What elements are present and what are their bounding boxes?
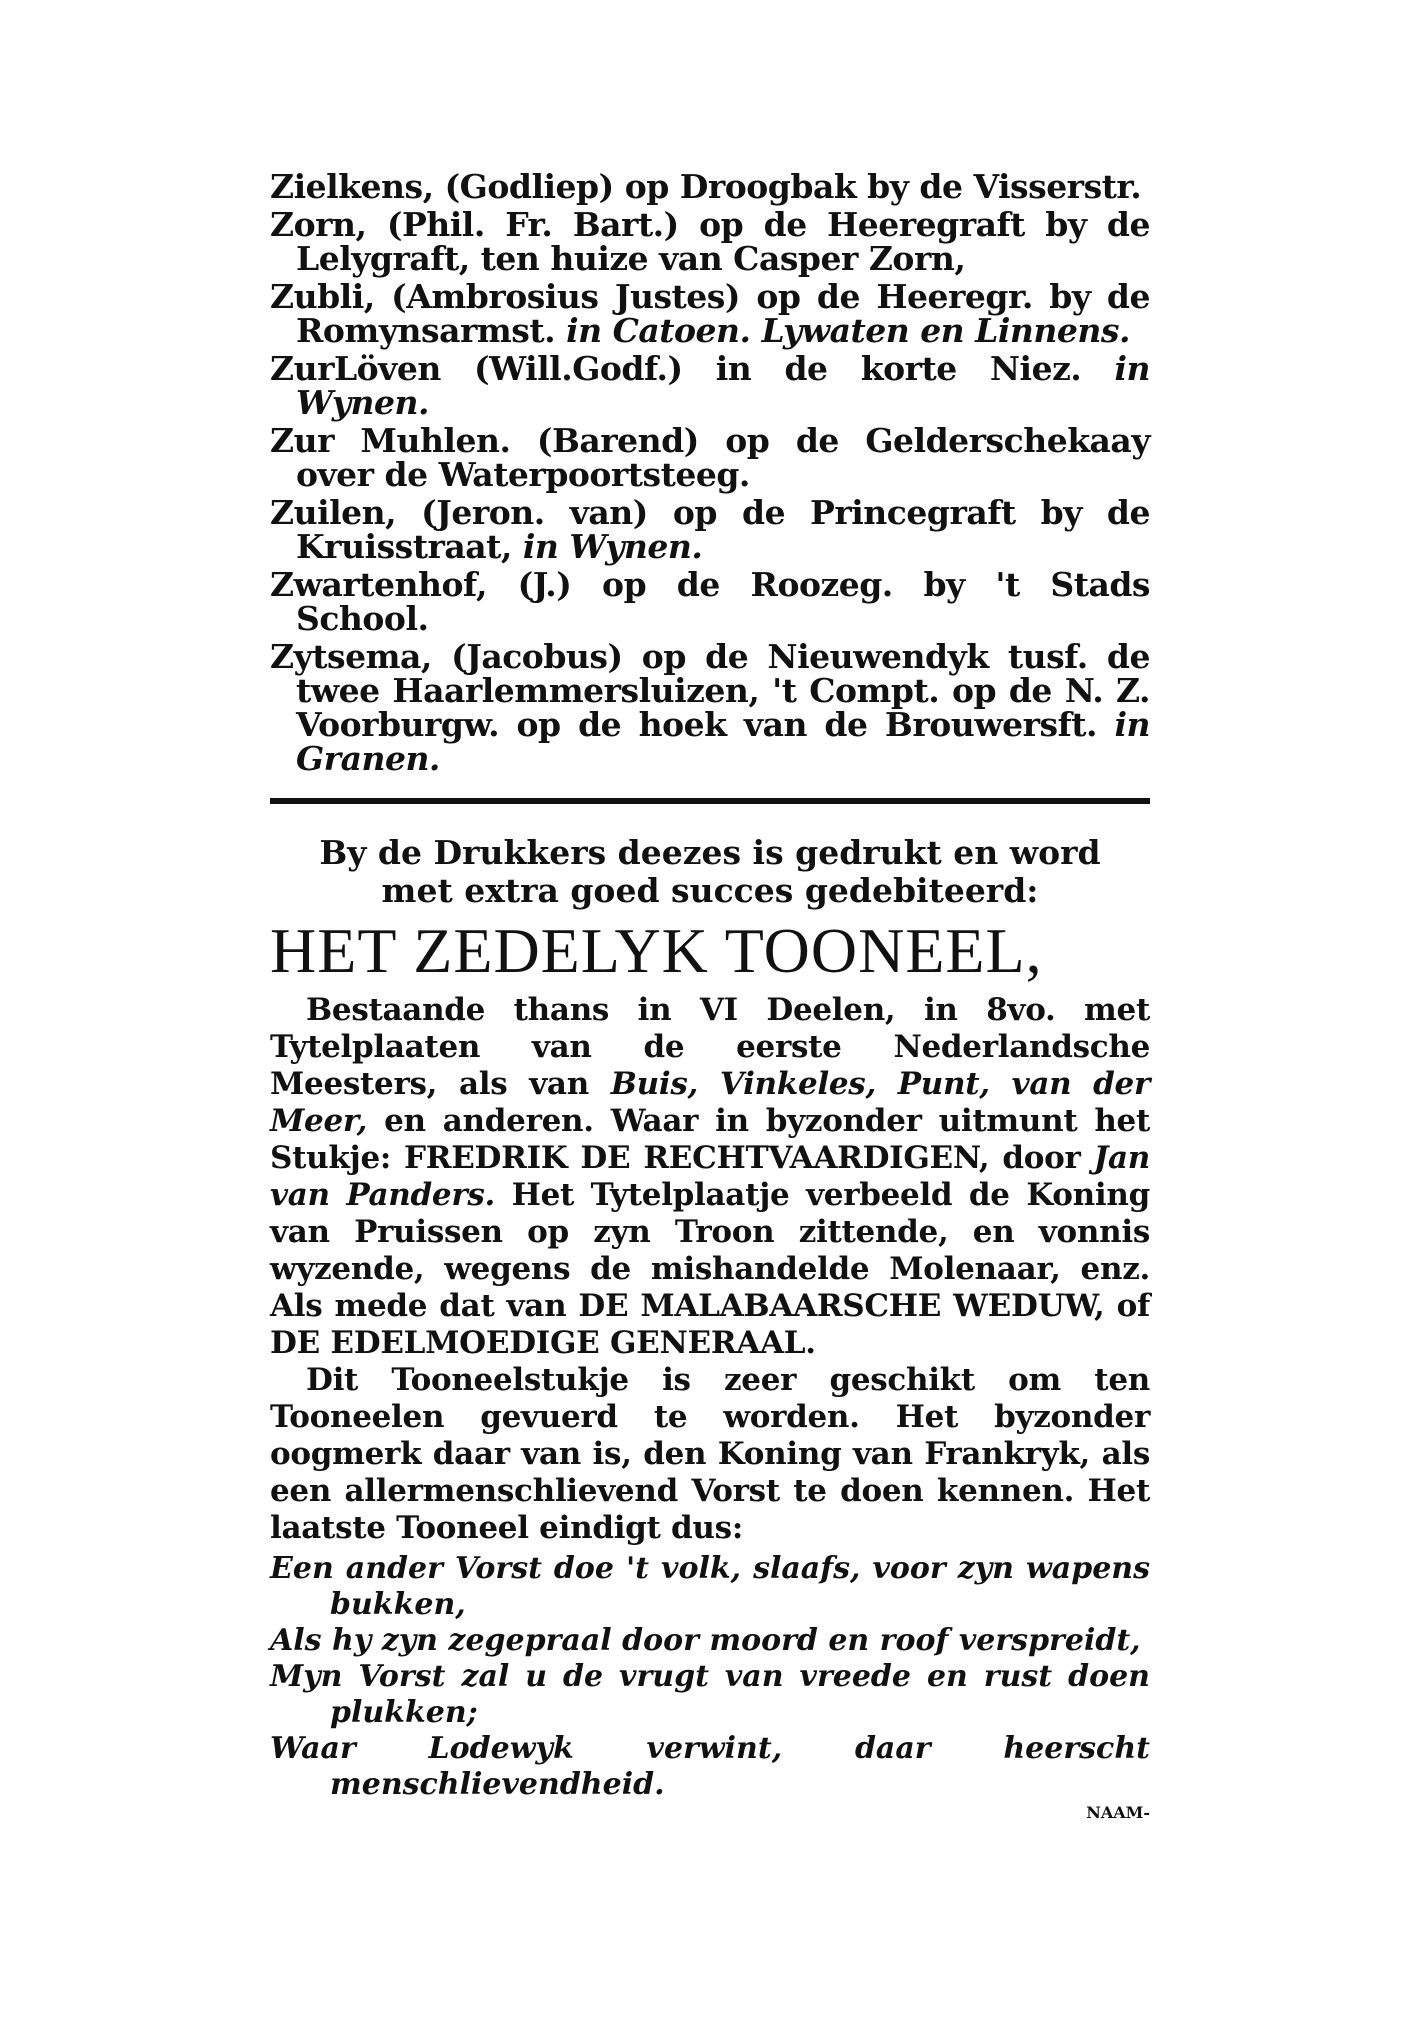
entry-trade: in Wynen. xyxy=(296,349,1150,422)
entry-text: Zubli, (Ambrosius Justes) op de Heeregr. by de Romynsarmst. xyxy=(270,277,1150,350)
entry-trade: in Granen. xyxy=(296,705,1150,778)
verse xyxy=(270,1551,1150,1803)
entry-text: Zuilen, (Jeron. van) op de Princegraft by de Kruisstraat, xyxy=(270,493,1150,566)
catchword: NAAM- xyxy=(1086,1803,1150,1822)
list-entry xyxy=(270,493,1150,566)
entry-text: Zielkens, (Godliep) op Droogbak by de Visserstr. xyxy=(270,167,1142,206)
advert-artists: Buis, Vinkeles, Punt, van der Meer, xyxy=(270,1066,1150,1139)
address-list xyxy=(270,167,1150,778)
entry-text: Zorn, (Phil. Fr. Bart.) op de Heeregraft by de Lelygraft, ten huize van Casper Zorn, xyxy=(270,205,1150,278)
entry-text: ZurLöven (Will.Godf.) in de korte Niez. xyxy=(270,349,1115,388)
entry-text: Zytsema, (Jacobus) op de Nieuwendyk tusf. de twee Haarlemmersluizen, 't Compt. op de N. Z. Voorburgw. op de hoek van de Brouwersft. xyxy=(270,637,1150,744)
advert-intro: By de Drukkers deezes is gedrukt en word met extra goed succes gedebiteerd: xyxy=(319,833,1101,910)
advert-title: HET ZEDELYK TOONEEL, xyxy=(270,915,1043,986)
verse-line: Waar Lodewyk verwint, daar heerscht menschlievendheid. xyxy=(270,1731,1150,1802)
entry-trade: in Wynen. xyxy=(522,527,703,566)
section-divider xyxy=(270,798,1150,804)
list-entry xyxy=(270,421,1150,494)
list-entry xyxy=(270,349,1150,422)
list-entry xyxy=(270,637,1150,778)
verse-line: Een ander Vorst doe 't volk, slaafs, voor zyn wapens bukken, xyxy=(270,1551,1150,1622)
advert-author: Jan van Panders. xyxy=(270,1140,1150,1213)
list-entry xyxy=(270,277,1150,350)
advert-text: Het Tytelplaatje verbeeld de Koning van Pruissen op zyn Troon zittende, en vonnis wyzende, wegens de mishandelde Molenaar, enz. Als mede dat van DE MALABAARSCHE WEDUW, of DE EDELMOEDIGE GENERAAL. xyxy=(270,1177,1150,1361)
verse-line: Myn Vorst zal u de vrugt van vreede en rust doen plukken; xyxy=(270,1659,1150,1730)
entry-trade: in Catoen. Lywaten en Linnens. xyxy=(566,311,1130,350)
advert-text: Bestaande thans in VI Deelen, in 8vo. met Tytelplaaten van de eerste Nederlandsche Meesters, als van xyxy=(270,992,1150,1102)
list-entry xyxy=(270,167,1150,206)
advertisement xyxy=(270,833,1150,1822)
list-entry xyxy=(270,565,1150,638)
advert-paragraph-1 xyxy=(270,992,1150,1362)
page xyxy=(270,167,1150,1822)
entry-text: Zwartenhof, (J.) op de Roozeg. by 't Stads School. xyxy=(270,565,1150,638)
advert-paragraph-2: Dit Tooneelstukje is zeer geschikt om ten Tooneelen gevuerd te worden. Het byzonder oogmerk daar van is, den Koning van Frankryk, als een allermenschlievend Vorst te doen kennen. Het laatste Tooneel eindigt dus: xyxy=(270,1362,1150,1546)
list-entry xyxy=(270,205,1150,278)
entry-text: Zur Muhlen. (Barend) op de Gelderschekaay over de Waterpoortsteeg. xyxy=(270,421,1150,494)
verse-line: Als hy zyn zegepraal door moord en roof verspreidt, xyxy=(270,1623,1141,1658)
advert-text: en anderen. Waar in byzonder uitmunt het Stukje: FREDRIK DE RECHTVAARDIGEN, door xyxy=(270,1103,1150,1176)
